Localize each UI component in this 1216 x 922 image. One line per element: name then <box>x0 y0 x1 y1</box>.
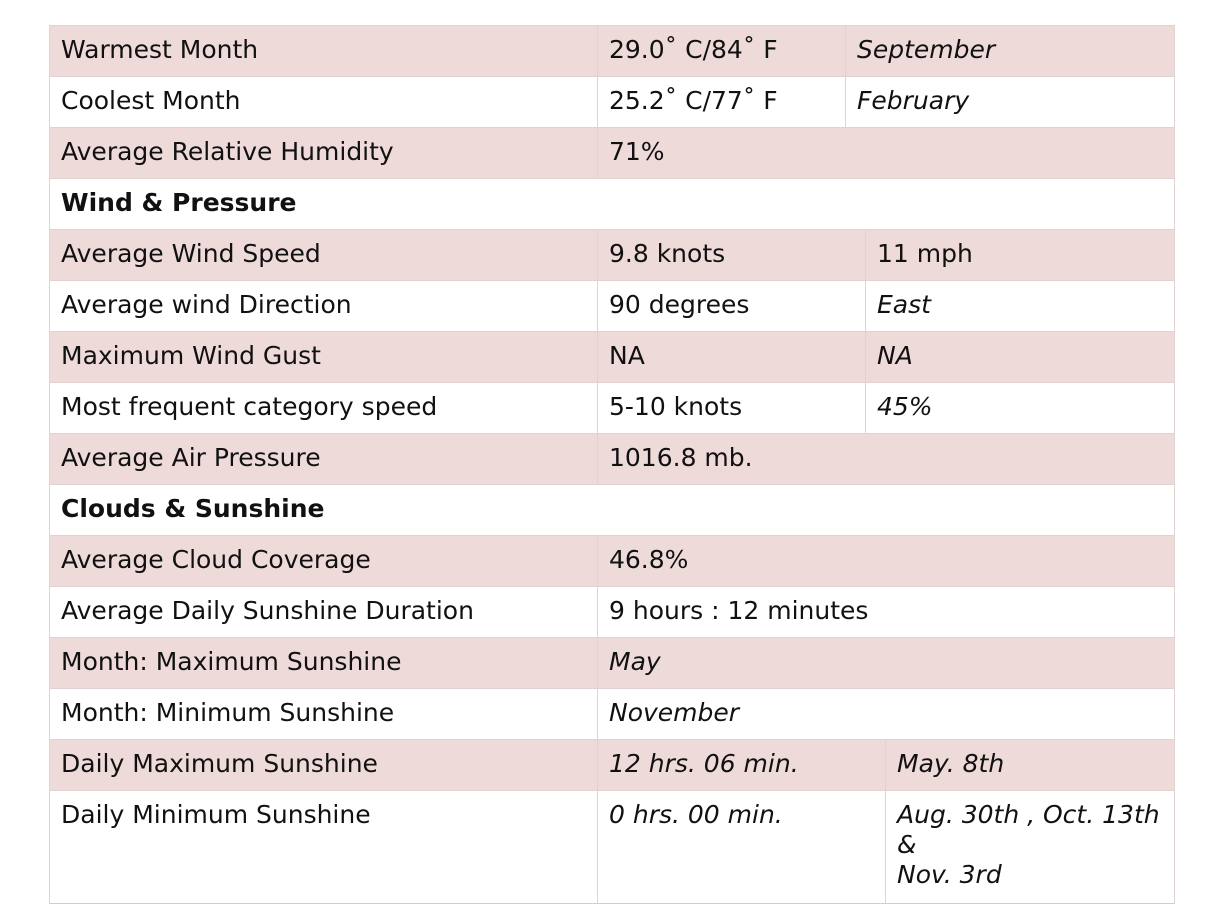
row-value-secondary: May. 8th <box>885 740 1174 790</box>
table-row <box>50 77 1174 128</box>
row-label: Warmest Month <box>61 35 259 64</box>
table-row <box>50 128 1174 179</box>
date-line: & <box>897 830 917 859</box>
row-label: Daily Maximum Sunshine <box>61 749 378 778</box>
row-label: Maximum Wind Gust <box>61 341 321 370</box>
table-row <box>50 638 1174 689</box>
row-label: Month: Maximum Sunshine <box>61 647 402 676</box>
row-value-secondary: NA <box>865 332 1174 382</box>
table-row <box>50 791 1174 904</box>
section-header-row <box>50 179 1174 230</box>
row-label: Average Daily Sunshine Duration <box>61 596 474 625</box>
row-label: Average Wind Speed <box>61 239 321 268</box>
date-line: Nov. 3rd <box>897 860 1002 889</box>
row-value: 71% <box>597 128 1174 178</box>
row-value: 1016.8 mb. <box>597 434 1174 484</box>
row-value: November <box>597 689 1174 739</box>
row-label: Average Air Pressure <box>61 443 321 472</box>
row-label: Most frequent category speed <box>61 392 438 421</box>
table-row <box>50 434 1174 485</box>
row-label: Average Cloud Coverage <box>61 545 371 574</box>
row-value: May <box>597 638 1174 688</box>
row-value: 5-10 knots <box>597 383 865 433</box>
row-value-secondary: East <box>865 281 1174 331</box>
table-row <box>50 26 1174 77</box>
section-header-row <box>50 485 1174 536</box>
table-row <box>50 230 1174 281</box>
row-value: NA <box>597 332 865 382</box>
table-row <box>50 740 1174 791</box>
row-value-secondary: 45% <box>865 383 1174 433</box>
row-value-secondary <box>885 791 1174 903</box>
row-label: Coolest Month <box>61 86 241 115</box>
row-label: Average wind Direction <box>61 290 352 319</box>
row-value-secondary: February <box>845 77 1174 127</box>
row-value: 0 hrs. 00 min. <box>597 791 885 903</box>
table-row <box>50 383 1174 434</box>
table-row <box>50 536 1174 587</box>
row-value-secondary: September <box>845 26 1174 76</box>
section-title: Clouds & Sunshine <box>61 494 325 523</box>
row-value: 25.2˚ C/77˚ F <box>597 77 845 127</box>
date-line: Aug. 30th , Oct. 13th <box>897 800 1160 829</box>
row-label: Average Relative Humidity <box>61 137 394 166</box>
table-row <box>50 281 1174 332</box>
section-title: Wind & Pressure <box>61 188 297 217</box>
row-label: Daily Minimum Sunshine <box>61 800 371 829</box>
row-value: 12 hrs. 06 min. <box>597 740 885 790</box>
row-label: Month: Minimum Sunshine <box>61 698 395 727</box>
row-value-secondary: 11 mph <box>865 230 1174 280</box>
table-row <box>50 587 1174 638</box>
row-value: 90 degrees <box>597 281 865 331</box>
row-value: 29.0˚ C/84˚ F <box>597 26 845 76</box>
table-row <box>50 689 1174 740</box>
row-value: 9.8 knots <box>597 230 865 280</box>
row-value: 46.8% <box>597 536 1174 586</box>
row-value: 9 hours : 12 minutes <box>597 587 1174 637</box>
climate-table <box>49 25 1175 904</box>
table-row <box>50 332 1174 383</box>
